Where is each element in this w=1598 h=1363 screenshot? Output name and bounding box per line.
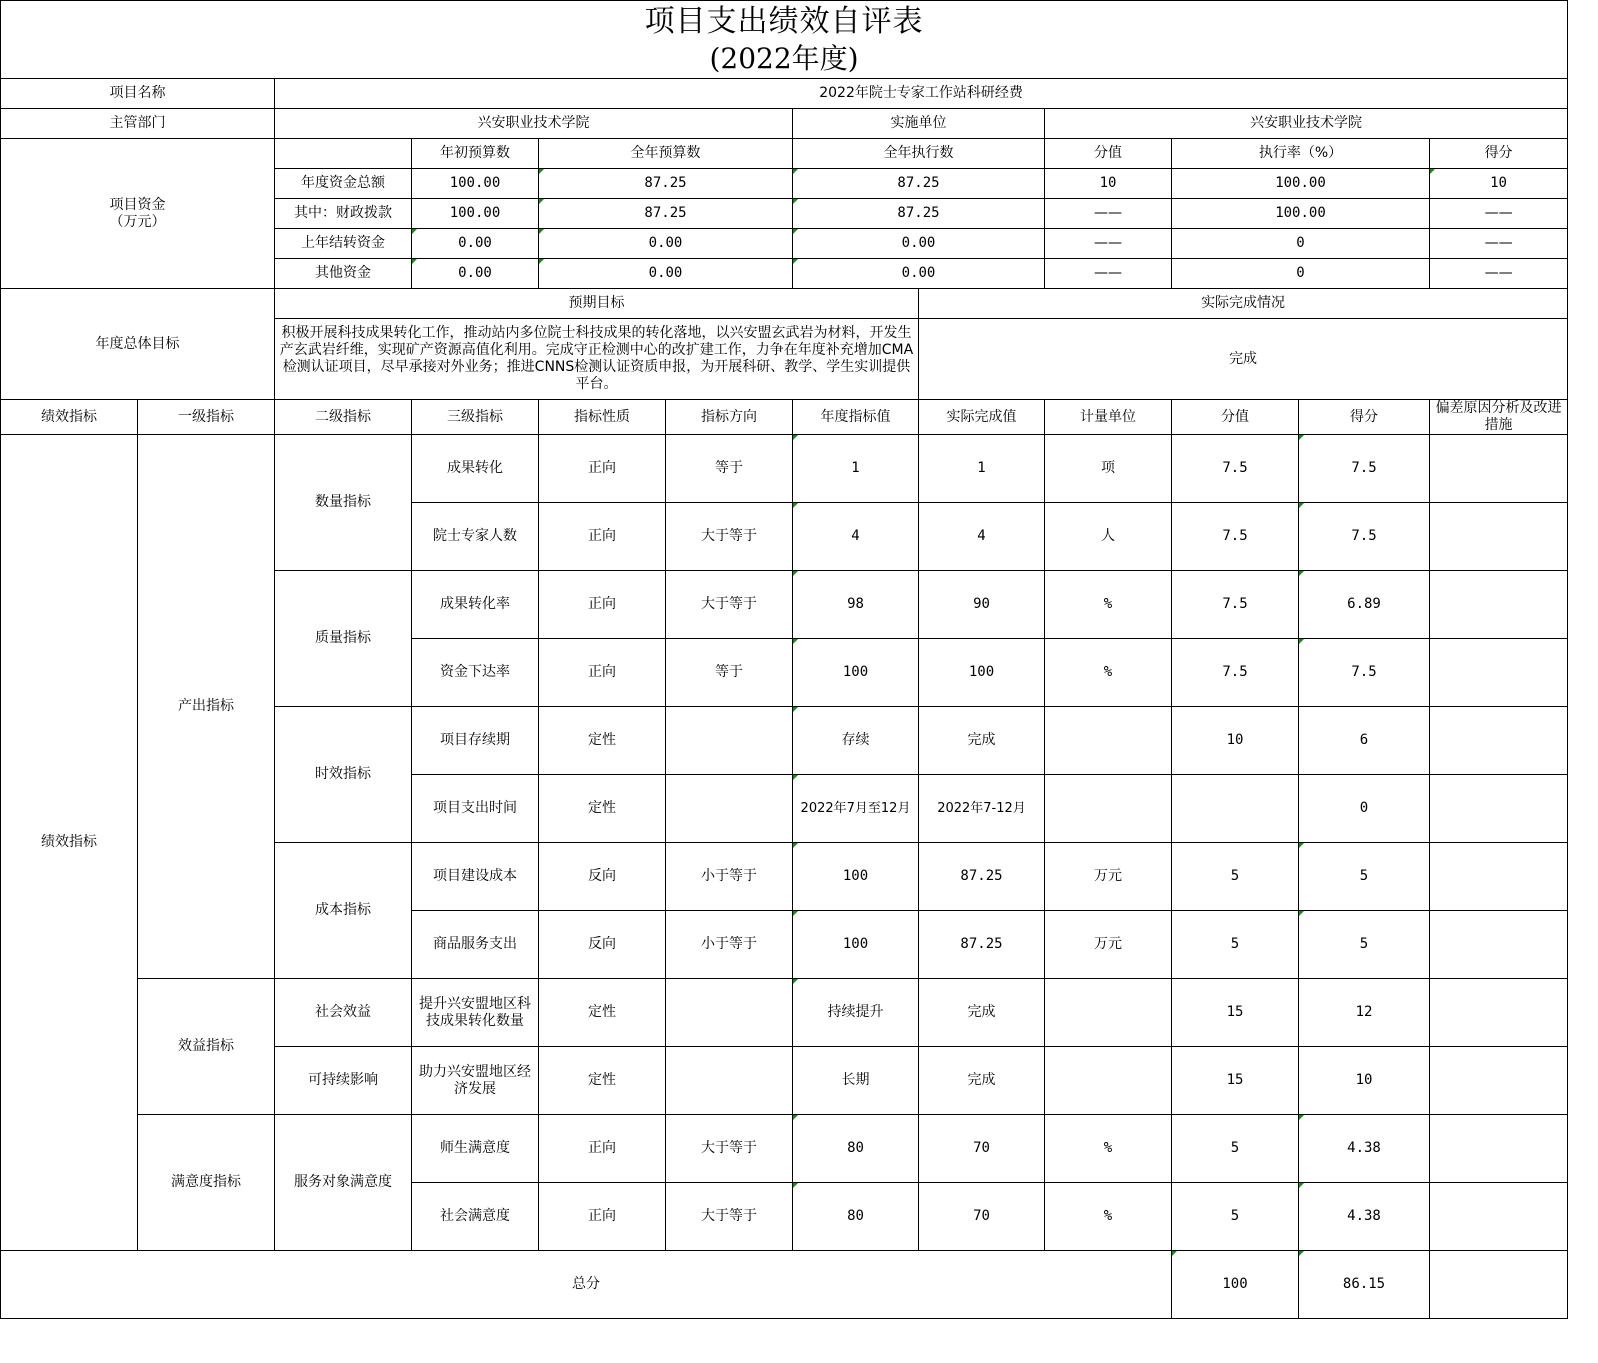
indicator-score: 12 [1299, 979, 1430, 1047]
col-header-score: 得分 [1299, 400, 1430, 435]
indicator-direction: 大于等于 [666, 1183, 793, 1251]
funds-score: 10 [1430, 169, 1568, 199]
indicator-unit [1045, 979, 1172, 1047]
level2-quantity: 数量指标 [275, 435, 412, 571]
indicator-score: 4.38 [1299, 1115, 1430, 1183]
funds-header-executed: 全年执行数 [793, 139, 1045, 169]
indicator-name: 项目支出时间 [412, 775, 539, 843]
indicator-unit: % [1045, 1183, 1172, 1251]
funds-score-value: —— [1045, 199, 1172, 229]
indicator-unit: % [1045, 1115, 1172, 1183]
indicator-name: 助力兴安盟地区经济发展 [412, 1047, 539, 1115]
indicator-name: 提升兴安盟地区科技成果转化数量 [412, 979, 539, 1047]
total-reason [1430, 1251, 1568, 1319]
level2-sustainability: 可持续影响 [275, 1047, 412, 1115]
indicator-name: 商品服务支出 [412, 911, 539, 979]
indicator-reason [1430, 1183, 1568, 1251]
indicator-reason [1430, 843, 1568, 911]
indicator-target: 1 [793, 435, 919, 503]
funds-header-budget: 全年预算数 [539, 139, 793, 169]
indicator-weight: 7.5 [1172, 435, 1299, 503]
col-header-target: 年度指标值 [793, 400, 919, 435]
annual-goal-label: 年度总体目标 [1, 289, 275, 400]
indicator-reason [1430, 571, 1568, 639]
implementing-unit-value: 兴安职业技术学院 [1045, 109, 1568, 139]
indicator-name: 成果转化率 [412, 571, 539, 639]
indicator-reason [1430, 503, 1568, 571]
indicator-direction [666, 979, 793, 1047]
indicator-score: 10 [1299, 1047, 1430, 1115]
department-label: 主管部门 [1, 109, 275, 139]
actual-completion-text: 完成 [919, 319, 1568, 400]
col-header-level2: 二级指标 [275, 400, 412, 435]
level2-cost: 成本指标 [275, 843, 412, 979]
expected-goal-text: 积极开展科技成果转化工作，推动站内多位院士科技成果的转化落地，以兴安盟玄武岩为材料，开发生产玄武岩纤维，实现矿产资源高值化利用。完成守正检测中心的改扩建工作，力争在年度补充增加CMA检测认证项目，尽早承接对外业务；推进CNNS检测认证资质申报，为开展科研、教学、学生实训提供平台。 [275, 319, 919, 400]
indicator-target: 存续 [793, 707, 919, 775]
indicator-unit: % [1045, 571, 1172, 639]
indicator-actual: 70 [919, 1183, 1045, 1251]
indicator-score: 4.38 [1299, 1183, 1430, 1251]
level1-satisfaction: 满意度指标 [138, 1115, 275, 1251]
indicator-weight: 5 [1172, 843, 1299, 911]
indicator-unit [1045, 775, 1172, 843]
implementing-unit-label: 实施单位 [793, 109, 1045, 139]
col-header-direction: 指标方向 [666, 400, 793, 435]
indicator-actual: 4 [919, 503, 1045, 571]
indicator-actual: 87.25 [919, 911, 1045, 979]
indicator-name: 成果转化 [412, 435, 539, 503]
funds-rate: 100.00 [1172, 199, 1430, 229]
table-row [1, 979, 1568, 1047]
indicator-target: 100 [793, 639, 919, 707]
project-name-value: 2022年院士专家工作站科研经费 [275, 79, 1568, 109]
funds-budget: 87.25 [539, 169, 793, 199]
indicator-target: 100 [793, 843, 919, 911]
page-subtitle: (2022年度) [709, 41, 859, 75]
table-row [1, 1115, 1568, 1183]
indicator-unit [1045, 1047, 1172, 1115]
indicator-reason [1430, 775, 1568, 843]
indicator-nature: 定性 [539, 707, 666, 775]
funds-executed: 0.00 [793, 259, 1045, 289]
indicator-unit [1045, 707, 1172, 775]
funds-score-value: 10 [1045, 169, 1172, 199]
funds-header-score-value: 分值 [1045, 139, 1172, 169]
indicator-direction: 小于等于 [666, 843, 793, 911]
funds-budget: 0.00 [539, 259, 793, 289]
indicator-weight: 7.5 [1172, 571, 1299, 639]
col-header-actual: 实际完成值 [919, 400, 1045, 435]
indicator-weight: 5 [1172, 911, 1299, 979]
performance-group-label: 绩效指标 [1, 435, 138, 1251]
project-name-label: 项目名称 [1, 79, 275, 109]
indicator-actual: 87.25 [919, 843, 1045, 911]
indicator-direction [666, 775, 793, 843]
funds-header-blank [275, 139, 412, 169]
indicator-actual: 90 [919, 571, 1045, 639]
indicator-unit: 人 [1045, 503, 1172, 571]
funds-score-value: —— [1045, 259, 1172, 289]
indicator-name: 师生满意度 [412, 1115, 539, 1183]
level2-quality: 质量指标 [275, 571, 412, 707]
indicator-score: 7.5 [1299, 435, 1430, 503]
indicator-direction: 大于等于 [666, 571, 793, 639]
indicator-unit: 万元 [1045, 843, 1172, 911]
indicator-score: 6.89 [1299, 571, 1430, 639]
project-funds-label: 项目资金 （万元） [1, 139, 275, 289]
indicator-weight: 5 [1172, 1115, 1299, 1183]
indicator-score: 0 [1299, 775, 1430, 843]
level2-social-benefit: 社会效益 [275, 979, 412, 1047]
indicator-score: 7.5 [1299, 639, 1430, 707]
col-header-level1: 一级指标 [138, 400, 275, 435]
indicator-nature: 正向 [539, 639, 666, 707]
indicator-name: 资金下达率 [412, 639, 539, 707]
indicator-unit: % [1045, 639, 1172, 707]
actual-completion-header: 实际完成情况 [919, 289, 1568, 319]
funds-row-label: 其中：财政拨款 [275, 199, 412, 229]
indicator-reason [1430, 639, 1568, 707]
indicator-weight [1172, 775, 1299, 843]
indicator-direction: 等于 [666, 639, 793, 707]
indicator-reason [1430, 1115, 1568, 1183]
indicator-weight: 10 [1172, 707, 1299, 775]
funds-row-label: 其他资金 [275, 259, 412, 289]
indicator-name: 项目存续期 [412, 707, 539, 775]
level1-output: 产出指标 [138, 435, 275, 979]
level2-timeliness: 时效指标 [275, 707, 412, 843]
funds-budget: 0.00 [539, 229, 793, 259]
indicator-name: 项目建设成本 [412, 843, 539, 911]
indicator-target: 80 [793, 1183, 919, 1251]
funds-header-initial: 年初预算数 [412, 139, 539, 169]
indicator-direction [666, 1047, 793, 1115]
indicator-direction [666, 707, 793, 775]
indicator-actual: 完成 [919, 979, 1045, 1047]
table-row [1, 435, 1568, 503]
funds-initial: 0.00 [412, 229, 539, 259]
indicator-target: 2022年7月至12月 [793, 775, 919, 843]
indicator-weight: 7.5 [1172, 639, 1299, 707]
indicator-nature: 正向 [539, 571, 666, 639]
col-header-performance: 绩效指标 [1, 400, 138, 435]
indicator-direction: 大于等于 [666, 1115, 793, 1183]
col-header-level3: 三级指标 [412, 400, 539, 435]
indicator-nature: 定性 [539, 1047, 666, 1115]
col-header-unit: 计量单位 [1045, 400, 1172, 435]
indicator-weight: 5 [1172, 1183, 1299, 1251]
col-header-deviation: 偏差原因分析及改进措施 [1430, 400, 1568, 435]
funds-header-rate: 执行率（%） [1172, 139, 1430, 169]
funds-score: —— [1430, 199, 1568, 229]
indicator-target: 4 [793, 503, 919, 571]
indicator-reason [1430, 707, 1568, 775]
indicator-nature: 反向 [539, 843, 666, 911]
col-header-weight: 分值 [1172, 400, 1299, 435]
funds-initial: 100.00 [412, 199, 539, 229]
indicator-actual: 完成 [919, 1047, 1045, 1115]
title-cell [1, 1, 1568, 79]
indicator-actual: 2022年7-12月 [919, 775, 1045, 843]
expected-goal-header: 预期目标 [275, 289, 919, 319]
funds-rate: 100.00 [1172, 169, 1430, 199]
total-label: 总分 [1, 1251, 1172, 1319]
funds-executed: 0.00 [793, 229, 1045, 259]
col-header-nature: 指标性质 [539, 400, 666, 435]
indicator-reason [1430, 911, 1568, 979]
indicator-nature: 正向 [539, 435, 666, 503]
funds-initial: 0.00 [412, 259, 539, 289]
indicator-name: 院士专家人数 [412, 503, 539, 571]
indicator-name: 社会满意度 [412, 1183, 539, 1251]
indicator-unit: 万元 [1045, 911, 1172, 979]
indicator-target: 98 [793, 571, 919, 639]
indicator-actual: 完成 [919, 707, 1045, 775]
indicator-score: 6 [1299, 707, 1430, 775]
funds-initial: 100.00 [412, 169, 539, 199]
funds-executed: 87.25 [793, 199, 1045, 229]
level2-service-satisfaction: 服务对象满意度 [275, 1115, 412, 1251]
page-title: 项目支出绩效自评表 [644, 3, 924, 39]
indicator-score: 5 [1299, 911, 1430, 979]
indicator-reason [1430, 435, 1568, 503]
funds-rate: 0 [1172, 259, 1430, 289]
indicator-reason [1430, 979, 1568, 1047]
indicator-actual: 70 [919, 1115, 1045, 1183]
funds-row-label: 年度资金总额 [275, 169, 412, 199]
total-weight: 100 [1172, 1251, 1299, 1319]
funds-score: —— [1430, 259, 1568, 289]
indicator-nature: 正向 [539, 1183, 666, 1251]
indicator-actual: 100 [919, 639, 1045, 707]
funds-row-label: 上年结转资金 [275, 229, 412, 259]
indicator-actual: 1 [919, 435, 1045, 503]
total-score: 86.15 [1299, 1251, 1430, 1319]
indicator-nature: 定性 [539, 775, 666, 843]
indicator-nature: 反向 [539, 911, 666, 979]
indicator-weight: 15 [1172, 1047, 1299, 1115]
indicator-score: 5 [1299, 843, 1430, 911]
indicator-target: 100 [793, 911, 919, 979]
indicator-nature: 定性 [539, 979, 666, 1047]
funds-score: —— [1430, 229, 1568, 259]
indicator-direction: 等于 [666, 435, 793, 503]
indicator-score: 7.5 [1299, 503, 1430, 571]
indicator-target: 80 [793, 1115, 919, 1183]
indicator-weight: 15 [1172, 979, 1299, 1047]
indicator-nature: 正向 [539, 1115, 666, 1183]
indicator-weight: 7.5 [1172, 503, 1299, 571]
level1-benefit: 效益指标 [138, 979, 275, 1115]
indicator-reason [1430, 1047, 1568, 1115]
funds-score-value: —— [1045, 229, 1172, 259]
indicator-target: 长期 [793, 1047, 919, 1115]
department-value: 兴安职业技术学院 [275, 109, 793, 139]
indicator-direction: 大于等于 [666, 503, 793, 571]
funds-budget: 87.25 [539, 199, 793, 229]
indicator-direction: 小于等于 [666, 911, 793, 979]
indicator-unit: 项 [1045, 435, 1172, 503]
funds-rate: 0 [1172, 229, 1430, 259]
funds-executed: 87.25 [793, 169, 1045, 199]
indicator-target: 持续提升 [793, 979, 919, 1047]
funds-header-score: 得分 [1430, 139, 1568, 169]
indicator-nature: 正向 [539, 503, 666, 571]
